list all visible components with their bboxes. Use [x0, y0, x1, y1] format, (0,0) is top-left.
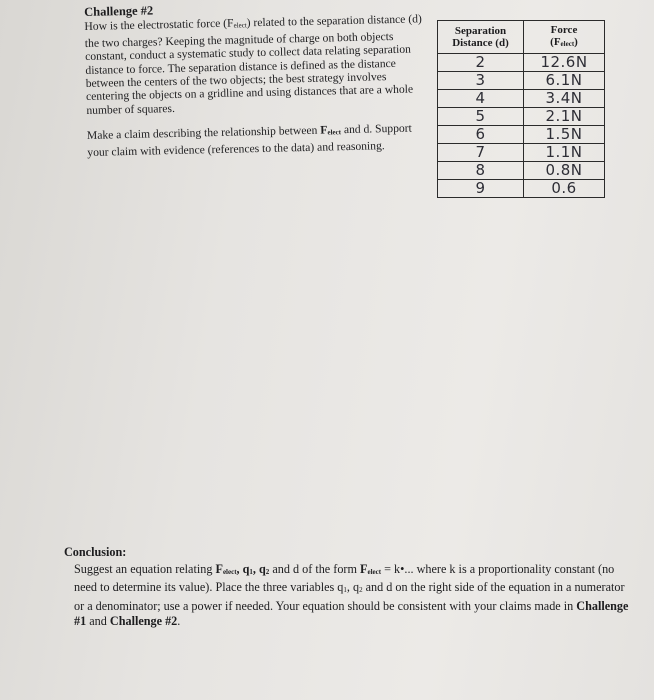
claim-elect-subscript: elect: [327, 128, 342, 137]
conclusion-force-symbol-2: [360, 562, 381, 576]
challenge-question: [84, 13, 431, 118]
distance-cell: 9: [438, 180, 524, 198]
distance-cell: 5: [438, 108, 524, 126]
force-distance-table: [437, 20, 605, 198]
header-force-open: (F: [550, 36, 561, 48]
conclusion-text-2: and d of the form: [269, 561, 361, 576]
header-separation-line2: Distance (d): [452, 37, 509, 49]
claim-text-rest: and d. Support your claim with evidence (references to the data) and reasoning.: [87, 121, 412, 159]
table-row: [438, 126, 605, 144]
distance-cell: 6: [438, 126, 524, 144]
distance-cell: 7: [438, 144, 524, 162]
table-header-row: [438, 21, 605, 54]
header-force-subscript: elect: [560, 40, 575, 48]
conclusion-charges-1: [237, 562, 270, 576]
header-force-close: ): [574, 36, 578, 48]
table-row: [438, 72, 605, 90]
conclusion-text: [74, 562, 630, 630]
conclusion-elect-subscript-2: elect: [367, 567, 382, 576]
elect-subscript: elect: [233, 21, 247, 31]
conclusion-force-letter-1: F: [215, 561, 223, 576]
header-separation-distance: [438, 21, 524, 54]
challenge-2-section: [84, 0, 432, 159]
conclusion-q-1: , q: [236, 561, 250, 576]
conclusion-force-symbol-1: [215, 562, 236, 576]
conclusion-q-sub-1: 1: [249, 567, 253, 576]
force-cell: 1.1N: [524, 144, 605, 162]
conclusion-force-letter-2: F: [360, 561, 368, 576]
conclusion-text-end: .: [177, 614, 181, 629]
table-row: [438, 180, 605, 198]
header-separation-line1: Separation: [454, 24, 507, 37]
question-text-rest: ) related to the separation distance (d) the two charges? Keeping the magnitude of charge on both objects constant, conduct a systematic study to collect data relating separation distance to force. The separation distance is defined as the distance between the centers of the two objects; the best strategy involves centering the objects on a gridline and using distances that are a whole number of squares.: [84, 12, 422, 117]
table-row: [438, 90, 605, 108]
conclusion-text-5: and d on the right side of the equation in a numerator or a denominator; use a power if needed. Your equation should be consistent with your claims made in: [74, 580, 625, 613]
force-cell: 12.6N: [524, 54, 605, 72]
force-cell: 3.4N: [524, 90, 605, 108]
conclusion-q-sub-3: 1: [343, 586, 347, 595]
conclusion-challenge-2-ref: Challenge #2: [109, 614, 178, 629]
conclusion-elect-subscript-1: elect: [222, 567, 237, 576]
header-force: [524, 21, 605, 54]
force-cell: 2.1N: [524, 108, 605, 126]
conclusion-text-1: Suggest an equation relating: [74, 561, 216, 576]
table-row: [438, 144, 605, 162]
table-row: [438, 108, 605, 126]
conclusion-text-3: = k•... where k is a proportionality constant (no need to determine its value). Place the three variables q: [74, 561, 615, 595]
header-force-line1: Force: [550, 23, 578, 36]
conclusion-text-6: and: [86, 614, 110, 629]
question-text-start: How is the electrostatic force (F: [84, 17, 234, 34]
conclusion-q-sub-2: 2: [265, 567, 270, 576]
conclusion-challenge-1-ref: Challenge #1: [74, 598, 629, 629]
claim-text-start: Make a claim describing the relationship between: [86, 123, 321, 143]
table-row: [438, 54, 605, 72]
force-cell: 0.6: [524, 180, 605, 198]
distance-cell: 2: [438, 54, 524, 72]
force-cell: 1.5N: [524, 126, 605, 144]
table-row: [438, 162, 605, 180]
conclusion-section: [64, 545, 630, 630]
conclusion-q-sub-4: 2: [359, 586, 363, 595]
conclusion-q-2: , q: [252, 561, 266, 576]
distance-cell: 4: [438, 90, 524, 108]
claim-instructions: [87, 121, 433, 159]
force-cell: 0.8N: [524, 162, 605, 180]
force-cell: 6.1N: [524, 72, 605, 90]
challenge-title: Challenge #2: [83, 3, 154, 19]
distance-cell: 3: [438, 72, 524, 90]
conclusion-heading: Conclusion:: [64, 545, 127, 559]
distance-cell: 8: [438, 162, 524, 180]
claim-force-symbol: [320, 123, 341, 136]
claim-force-letter: F: [320, 123, 328, 137]
conclusion-text-4: , q: [346, 580, 360, 595]
